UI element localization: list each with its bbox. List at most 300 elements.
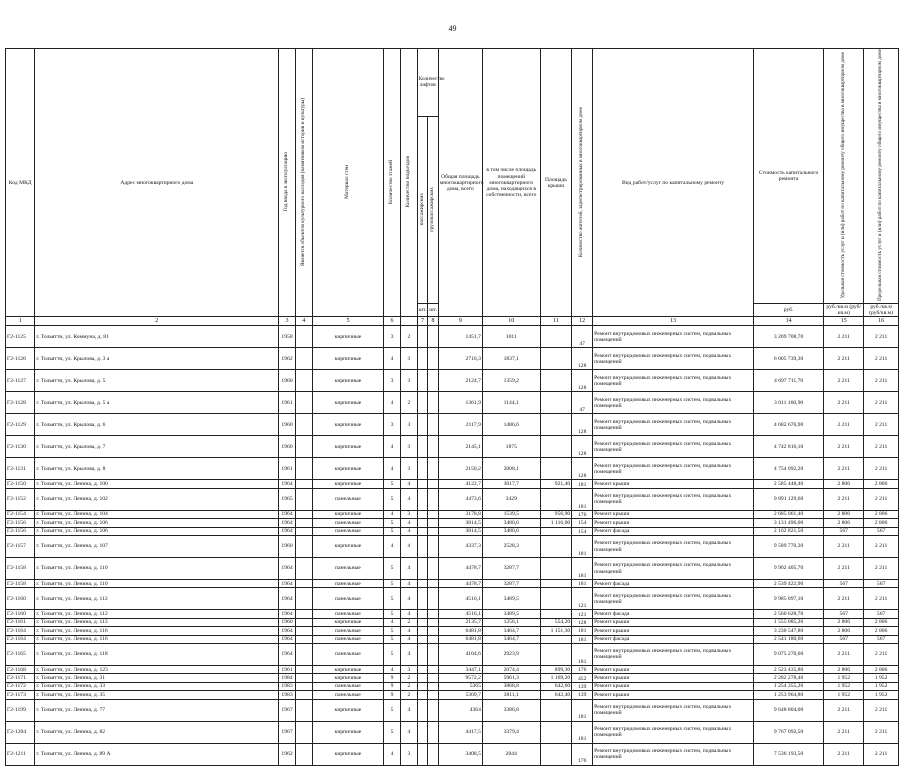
unit-rub-m2-2: руб./кв.м (руб/кв.м) [864,304,899,317]
cell-roof-area [540,536,572,558]
cell-elev-cargo [428,691,439,699]
header-entrances: Количество подъездов [400,49,417,317]
cell-entrances: 3 [400,743,417,765]
cell-cost: 3 131 496,00 [753,519,823,527]
cell-address: г. Тольятти, ул. Крылова, д. 8 [35,458,279,480]
cell-unit-cost: 567 [824,635,864,643]
cell-wall-material: кирпичные [312,536,383,558]
capital-repair-table [5,48,899,766]
cell-entrances: 3 [400,665,417,673]
col-num: 7 [417,317,428,326]
cell-max-cost: 2 211 [864,721,899,743]
cell-total-area: 2124,7 [438,370,482,392]
table-row [6,743,899,765]
header-floors: Количество этажей [384,49,401,317]
cell-max-cost: 1 952 [864,682,899,690]
cell-work-type: Ремонт крыши [593,618,754,626]
cell-max-cost: 2 211 [864,458,899,480]
cell-total-area: 4478,7 [438,558,482,580]
cell-id: Г2-1154 [6,510,35,518]
cell-wall-material: панельные [312,527,383,535]
cell-work-type: Ремонт внутридомовых инженерных систем, подвальных помещений [593,588,754,610]
cell-entrances: 4 [400,580,417,588]
cell-total-area: 5309,7 [438,691,482,699]
cell-floors: 5 [384,558,401,580]
cell-elev-cargo [428,721,439,743]
table-row [6,488,899,510]
cell-work-type: Ремонт внутридомовых инженерных систем, подвальных помещений [593,743,754,765]
cell-residents: 47 [572,392,593,414]
cell-roof-area: 554,20 [540,618,572,626]
cell-entrances: 4 [400,721,417,743]
cell-entrances: 2 [400,691,417,699]
cell-residents: 176 [572,743,593,765]
cell-owned-area: 1875 [482,436,540,458]
cell-owned-area: 1486,6 [482,414,540,436]
cell-address: г. Тольятти, ул. Ленина, д. 106 [35,527,279,535]
cell-elev-cargo [428,536,439,558]
cell-year: 1964 [279,588,296,610]
cell-roof-area [540,326,572,348]
cell-floors: 5 [384,519,401,527]
cell-elev-passenger [417,643,428,665]
cell-owned-area: 3287,7 [482,558,540,580]
cell-roof-area [540,488,572,510]
col-num: 13 [593,317,754,326]
cell-wall-material: панельные [312,635,383,643]
cell-entrances: 3 [400,458,417,480]
cell-heritage [295,458,312,480]
cell-cost: 7 536 193,50 [753,743,823,765]
cell-max-cost: 2 806 [864,618,899,626]
unit-rub: руб. [753,304,823,317]
cell-elev-passenger [417,370,428,392]
cell-elev-cargo [428,743,439,765]
table-row [6,527,899,535]
col-num: 14 [753,317,823,326]
cell-address: г. Тольятти, ул. Ленина, д. 116 [35,627,279,635]
cell-address: г. Тольятти, ул. Ленина, д. 107 [35,536,279,558]
cell-owned-area: 1144,1 [482,392,540,414]
cell-elev-passenger [417,610,428,618]
cell-residents: 181 [572,699,593,721]
cell-address: г. Тольятти, ул. Ленина, д. 104 [35,510,279,518]
cell-roof-area [540,743,572,765]
header-id: Код МКД [6,49,35,317]
cell-wall-material: кирпичные [312,458,383,480]
cell-work-type: Ремонт внутридомовых инженерных систем, подвальных помещений [593,326,754,348]
header-elevators: Количество лифтов [417,49,438,117]
table-row [6,635,899,643]
cell-wall-material: кирпичные [312,618,383,626]
cell-entrances: 4 [400,480,417,488]
cell-work-type: Ремонт внутридомовых инженерных систем, подвальных помещений [593,643,754,665]
cell-heritage [295,691,312,699]
cell-max-cost: 2 211 [864,558,899,580]
cell-year: 1967 [279,699,296,721]
unit-rub-m2-1: руб./кв.м (руб/кв.м) [824,304,864,317]
cell-owned-area: 2528,3 [482,536,540,558]
cell-residents: 181 [572,488,593,510]
cell-heritage [295,665,312,673]
cell-cost: 3 011 160,90 [753,392,823,414]
table-row [6,414,899,436]
cell-owned-area: 2008,1 [482,458,540,480]
cell-floors: 3 [384,370,401,392]
cell-floors: 5 [384,488,401,510]
cell-elev-cargo [428,527,439,535]
header-elev-passenger: пассажирских [417,117,428,304]
cell-total-area: 2145,1 [438,436,482,458]
cell-elev-cargo [428,558,439,580]
header-wall-material: Материал стен [312,49,383,317]
header-total-area: Общая площадь многоквартирного дома, всего [438,49,482,317]
cell-owned-area: 3386,8 [482,699,540,721]
cell-owned-area: 1011 [482,326,540,348]
header-heritage: Является объектом культурного наследия (памятником истории и культуры) [295,49,312,317]
unit-elev-1: шт. [417,304,428,317]
cell-elev-cargo [428,370,439,392]
cell-elev-passenger [417,480,428,488]
cell-heritage [295,618,312,626]
cell-roof-area: 642,40 [540,691,572,699]
cell-entrances: 3 [400,436,417,458]
cell-wall-material: панельные [312,558,383,580]
cell-owned-area: 3489,5 [482,610,540,618]
cell-unit-cost: 2 211 [824,699,864,721]
table-row [6,480,899,488]
cell-floors: 5 [384,699,401,721]
cell-id: Г2-1164 [6,635,35,643]
unit-elev-2: шт. [428,304,439,317]
cell-unit-cost: 2 806 [824,510,864,518]
cell-roof-area [540,610,572,618]
cell-id: Г2-1211 [6,743,35,765]
cell-cost: 3 230 547,80 [753,627,823,635]
cell-unit-cost: 2 211 [824,436,864,458]
cell-wall-material: панельные [312,610,383,618]
cell-heritage [295,488,312,510]
cell-cost: 9 902 405,70 [753,558,823,580]
cell-id: Г2-1204 [6,721,35,743]
cell-residents: 121 [572,588,593,610]
cell-elev-cargo [428,510,439,518]
cell-address: г. Тольятти, ул. Ленина, д. 116 [35,635,279,643]
cell-roof-area [540,436,572,458]
cell-work-type: Ремонт внутридомовых инженерных систем, подвальных помещений [593,536,754,558]
cell-floors: 5 [384,527,401,535]
cell-elev-passenger [417,721,428,743]
cell-year: 1964 [279,635,296,643]
col-num: 12 [572,317,593,326]
header-max-cost: Предельная стоимость услуг и (или) работ по капитальному ремонту общего имущества в многоквартирном доме [864,49,899,304]
col-num: 4 [295,317,312,326]
cell-total-area: 5365 [438,682,482,690]
cell-wall-material: кирпичные [312,743,383,765]
header-work-type: Вид работ/услуг по капитальному ремонту [593,49,754,317]
cell-unit-cost: 2 211 [824,370,864,392]
cell-work-type: Ремонт внутридомовых инженерных систем, подвальных помещений [593,488,754,510]
cell-elev-cargo [428,643,439,665]
cell-floors: 4 [384,436,401,458]
header-row [6,49,899,117]
cell-address: г. Тольятти, ул. Крылова, д. 5 [35,370,279,392]
cell-year: 1964 [279,643,296,665]
col-num: 6 [384,317,401,326]
cell-entrances: 4 [400,558,417,580]
col-num: 10 [482,317,540,326]
table-row [6,610,899,618]
cell-year: 1960 [279,370,296,392]
cell-year: 1965 [279,488,296,510]
cell-elev-cargo [428,488,439,510]
cell-cost: 2 685 061,40 [753,510,823,518]
cell-id: Г2-1150 [6,480,35,488]
cell-work-type: Ремонт фасада [593,527,754,535]
cell-max-cost: 2 806 [864,627,899,635]
cell-entrances: 4 [400,635,417,643]
cell-roof-area [540,558,572,580]
cell-id: Г2-1171 [6,674,35,682]
cell-wall-material: кирпичные [312,348,383,370]
cell-cost: 9 075 270,60 [753,643,823,665]
cell-year: 1984 [279,674,296,682]
cell-id: Г2-1157 [6,536,35,558]
cell-wall-material: кирпичные [312,721,383,743]
cell-entrances: 4 [400,643,417,665]
cell-max-cost: 2 211 [864,348,899,370]
cell-elev-passenger [417,519,428,527]
cell-year: 1960 [279,414,296,436]
cell-address: г. Тольятти, ул. Ленина, д. 110 [35,580,279,588]
cell-elev-passenger [417,618,428,626]
cell-owned-area: 3464,7 [482,635,540,643]
cell-year: 1964 [279,580,296,588]
cell-id: Г2-1128 [6,392,35,414]
col-num: 5 [312,317,383,326]
cell-unit-cost: 567 [824,610,864,618]
cell-heritage [295,580,312,588]
cell-roof-area: 1 151,30 [540,627,572,635]
cell-id: Г2-1152 [6,488,35,510]
cell-cost: 2 585 448,40 [753,480,823,488]
cell-wall-material: кирпичные [312,370,383,392]
cell-elev-cargo [428,635,439,643]
col-num: 8 [428,317,439,326]
cell-year: 1958 [279,326,296,348]
cell-elev-passenger [417,510,428,518]
cell-wall-material: панельные [312,691,383,699]
cell-floors: 5 [384,635,401,643]
cell-elev-passenger [417,558,428,580]
cell-elev-passenger [417,458,428,480]
cell-residents: 128 [572,436,593,458]
cell-work-type: Ремонт крыши [593,519,754,527]
cell-elev-passenger [417,580,428,588]
cell-address: г. Тольятти, ул. Ленина, д. 33 [35,682,279,690]
cell-address: г. Тольятти, ул. Крылова, д. 5 а [35,392,279,414]
cell-cost: 1 253 964,80 [753,691,823,699]
cell-year: 1964 [279,519,296,527]
cell-floors: 4 [384,348,401,370]
cell-roof-area [540,635,572,643]
cell-floors: 5 [384,627,401,635]
cell-id: Г2-1130 [6,436,35,458]
cell-year: 1962 [279,348,296,370]
cell-year: 1961 [279,392,296,414]
cell-max-cost: 567 [864,527,899,535]
cell-elev-passenger [417,536,428,558]
cell-elev-passenger [417,348,428,370]
cell-owned-area: 3489,5 [482,588,540,610]
cell-elev-cargo [428,674,439,682]
table-row [6,558,899,580]
cell-work-type: Ремонт внутридомовых инженерных систем, подвальных помещений [593,721,754,743]
cell-work-type: Ремонт внутридомовых инженерных систем, подвальных помещений [593,370,754,392]
cell-total-area: 4478,7 [438,580,482,588]
cell-cost: 9 891 129,60 [753,488,823,510]
cell-total-area: 4516,1 [438,588,482,610]
column-number-row [6,317,899,326]
cell-residents: 181 [572,480,593,488]
cell-owned-area: 1539,5 [482,510,540,518]
cell-cost: 4 754 092,20 [753,458,823,480]
cell-owned-area: 3379,4 [482,721,540,743]
cell-wall-material: панельные [312,643,383,665]
cell-year: 1962 [279,743,296,765]
cell-year: 1960 [279,436,296,458]
cell-total-area: 3178,8 [438,510,482,518]
cell-heritage [295,480,312,488]
cell-cost: 3 209 708,70 [753,326,823,348]
table-row [6,699,899,721]
cell-cost: 1 555 085,20 [753,618,823,626]
cell-roof-area [540,721,572,743]
cell-max-cost: 2 806 [864,665,899,673]
cell-id: Г2-1156 [6,527,35,535]
cell-wall-material: панельные [312,488,383,510]
header-residents: Количество жителей, зарегистрированных в многоквартирном доме [572,49,593,317]
cell-total-area: 3814,5 [438,519,482,527]
cell-unit-cost: 2 806 [824,519,864,527]
cell-floors: 9 [384,682,401,690]
cell-wall-material: кирпичные [312,414,383,436]
cell-elev-cargo [428,436,439,458]
cell-max-cost: 2 806 [864,519,899,527]
cell-residents: 181 [572,580,593,588]
cell-total-area: 2135,7 [438,618,482,626]
cell-max-cost: 2 211 [864,643,899,665]
cell-max-cost: 2 211 [864,536,899,558]
cell-id: Г2-1158 [6,580,35,588]
cell-entrances: 4 [400,610,417,618]
cell-address: г. Тольятти, ул. Ленина, д. 82 [35,721,279,743]
cell-id: Г2-1127 [6,370,35,392]
cell-cost: 9 589 770,30 [753,536,823,558]
cell-unit-cost: 2 211 [824,458,864,480]
cell-elev-cargo [428,588,439,610]
cell-cost: 9 985 097,10 [753,588,823,610]
cell-id: Г2-1164 [6,627,35,635]
cell-unit-cost: 2 211 [824,414,864,436]
cell-owned-area: 2923,9 [482,643,540,665]
cell-max-cost: 2 211 [864,326,899,348]
cell-entrances: 2 [400,392,417,414]
cell-year: 1964 [279,527,296,535]
cell-owned-area: 3868,8 [482,682,540,690]
cell-residents: 176 [572,665,593,673]
cell-cost: 4 742 816,10 [753,436,823,458]
cell-id: Г2-1172 [6,682,35,690]
cell-residents: 121 [572,610,593,618]
cell-roof-area [540,370,572,392]
header-address: Адрес многоквартирного дома [35,49,279,317]
cell-cost: 9 767 092,50 [753,721,823,743]
cell-roof-area: 1 116,00 [540,519,572,527]
cell-entrances: 2 [400,674,417,682]
cell-roof-area [540,414,572,436]
cell-elev-passenger [417,627,428,635]
cell-unit-cost: 1 952 [824,674,864,682]
cell-year: 1964 [279,558,296,580]
cell-residents: 47 [572,326,593,348]
cell-entrances: 4 [400,699,417,721]
cell-owned-area: 1837,1 [482,348,540,370]
cell-residents: 154 [572,519,593,527]
cell-elev-passenger [417,588,428,610]
cell-owned-area: 3429 [482,488,540,510]
cell-residents: 181 [572,721,593,743]
cell-total-area: 1451,7 [438,326,482,348]
cell-wall-material: кирпичные [312,510,383,518]
cell-wall-material: кирпичные [312,480,383,488]
cell-elev-passenger [417,635,428,643]
cell-id: Г2-1131 [6,458,35,480]
cell-work-type: Ремонт внутридомовых инженерных систем, подвальных помещений [593,558,754,580]
cell-address: г. Тольятти, ул. Ленина, д. 123 [35,665,279,673]
cell-elev-passenger [417,699,428,721]
cell-work-type: Ремонт фасада [593,610,754,618]
cell-entrances: 4 [400,627,417,635]
cell-elev-cargo [428,480,439,488]
cell-work-type: Ремонт внутридомовых инженерных систем, подвальных помещений [593,414,754,436]
cell-heritage [295,326,312,348]
cell-unit-cost: 2 211 [824,588,864,610]
cell-work-type: Ремонт крыши [593,480,754,488]
table-row [6,458,899,480]
cell-unit-cost: 2 806 [824,618,864,626]
cell-wall-material: панельные [312,588,383,610]
cell-total-area: 4473,6 [438,488,482,510]
cell-floors: 4 [384,618,401,626]
cell-id: Г2-1160 [6,610,35,618]
cell-elev-cargo [428,699,439,721]
cell-year: 1983 [279,691,296,699]
cell-owned-area: 2044 [482,743,540,765]
cell-work-type: Ремонт внутридомовых инженерных систем, подвальных помещений [593,458,754,480]
cell-owned-area: 1359,2 [482,370,540,392]
cell-wall-material: панельные [312,580,383,588]
cell-max-cost: 2 211 [864,588,899,610]
cell-elev-cargo [428,618,439,626]
cell-cost: 2 541 180,60 [753,635,823,643]
col-num: 16 [864,317,899,326]
cell-address: г. Тольятти, ул. Ленина, д. 100 [35,480,279,488]
cell-residents: 128 [572,348,593,370]
cell-wall-material: кирпичные [312,665,383,673]
cell-cost: 2 539 422,90 [753,580,823,588]
cell-work-type: Ремонт крыши [593,510,754,518]
